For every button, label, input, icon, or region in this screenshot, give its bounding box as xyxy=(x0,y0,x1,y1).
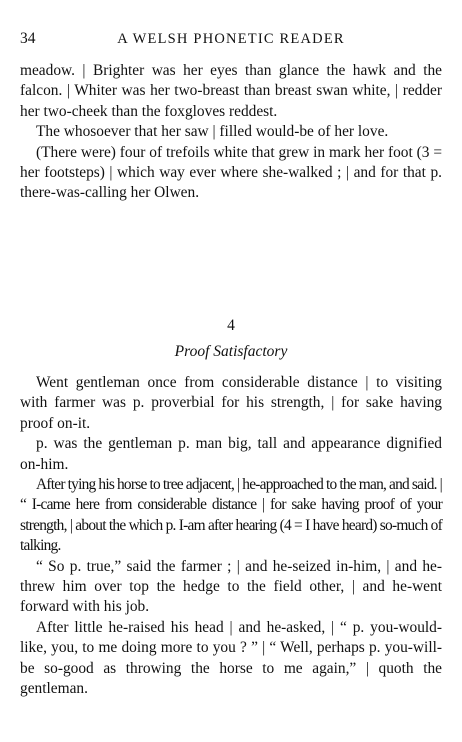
paragraph: The whosoever that her saw | filled would-be of her love. xyxy=(36,123,389,141)
paragraph: p. was the gentleman p. man big, tall and appearance dignified on-him. xyxy=(20,435,442,473)
paragraph: (There were) four of trefoils white that grew in mark her foot (3 = her footsteps) | which way ever where she-walked ; | and for that p. there-was-calling her Olwen. xyxy=(20,143,442,202)
section-number: 4 xyxy=(227,317,235,334)
text-block-top xyxy=(20,61,442,204)
paragraph: Went gentleman once from considerable distance | to visiting with farmer was p. proverbial for his strength, | for sake having proof on-it. xyxy=(20,374,442,432)
running-title: A WELSH PHONETIC READER xyxy=(117,31,345,47)
page-number: 34 xyxy=(20,30,36,47)
paragraph: After little he-raised his head | and he-asked, | “ p. you-would-like, you, to me doing more to you ? ” | “ Well, perhaps p. you-will-be so-good as throwing the horse to me again,” | quoth the gentleman. xyxy=(20,618,442,698)
section-title: Proof Satisfactory xyxy=(174,343,288,360)
paragraph: After tying his horse to tree adjacent, | he-approached to the man, and said. | “ I-came here from considerable distance | for sake having proof of your strength, | about the which p. I-am after hearing (4 = I have heard) so-much of talking. xyxy=(20,476,442,555)
paragraph: “ So p. true,” said the farmer ; | and he-seized in-him, | and he-threw him over top the hedge to the field other, | and he-went forward with his job. xyxy=(20,557,442,616)
running-head xyxy=(20,29,442,49)
paragraph: meadow. | Brighter was her eyes than glance the hawk and the falcon. | Whiter was her two-breast than breast swan white, | redder her two-cheek than the foxgloves reddest. xyxy=(20,62,442,120)
text-block-section-4 xyxy=(20,373,442,700)
